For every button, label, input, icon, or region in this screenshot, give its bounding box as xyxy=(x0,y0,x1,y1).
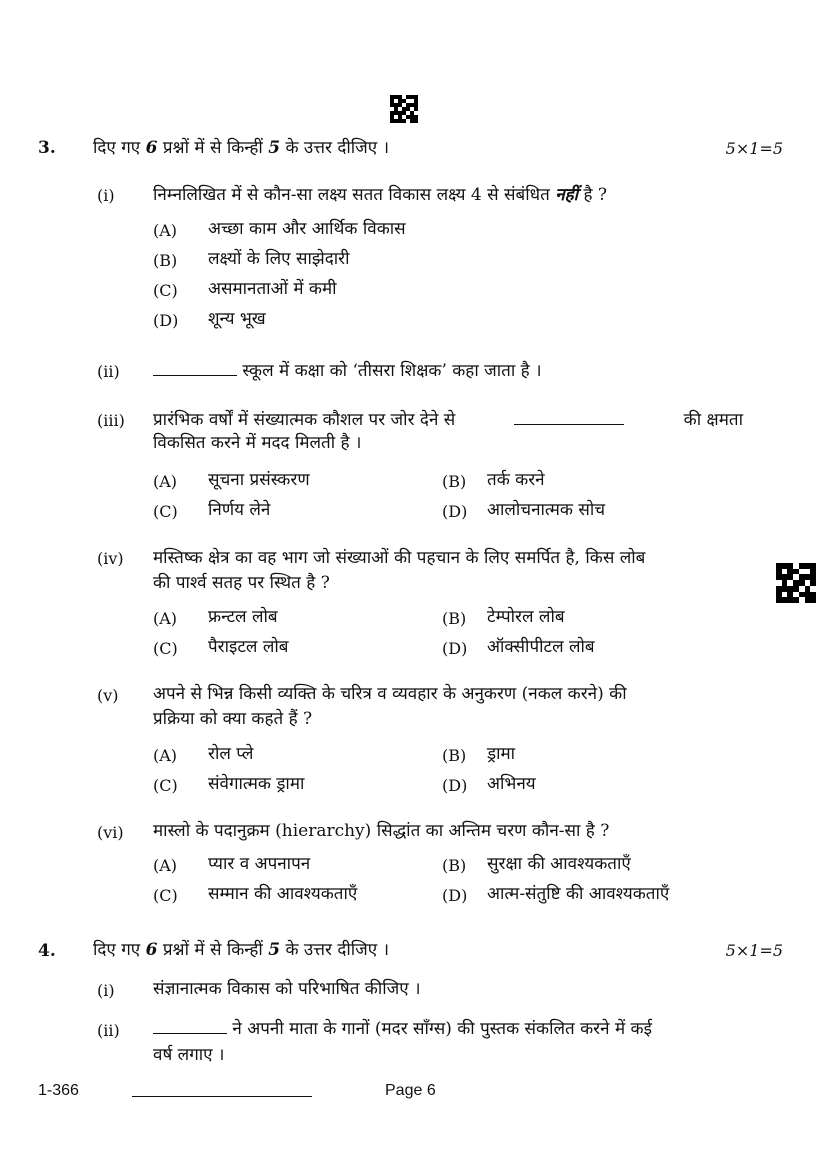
option-text: अच्छा काम और आर्थिक विकास xyxy=(208,219,406,239)
option-text: आत्म-संतुष्टि की आवश्यकताएँ xyxy=(487,884,670,904)
option-text: ऑक्सीपीटल लोब xyxy=(487,637,595,657)
footer-divider xyxy=(132,1096,312,1097)
option-letter: (A) xyxy=(153,472,178,491)
option-text: शून्य भूख xyxy=(208,309,266,329)
option-text: टेम्पोरल लोब xyxy=(487,607,565,627)
option-letter: (C) xyxy=(153,639,178,658)
option-text: फ्रन्टल लोब xyxy=(208,607,278,627)
option-letter: (C) xyxy=(153,776,178,795)
subquestion-text: ने अपनी माता के गानों (मदर साँग्स) की पुस्तक संकलित करने में कई xyxy=(153,1018,652,1040)
subquestion-text-line2: प्रक्रिया को क्या कहते हैं ? xyxy=(153,709,313,729)
option-letter: (D) xyxy=(442,886,468,905)
option-letter: (B) xyxy=(442,609,467,628)
subquestion-text: संज्ञानात्मक विकास को परिभाषित कीजिए । xyxy=(153,979,421,999)
subquestion-label: (iv) xyxy=(97,549,124,568)
subquestion-label: (vi) xyxy=(97,823,124,842)
option-text: रोल प्ले xyxy=(208,744,254,764)
option-text: असमानताओं में कमी xyxy=(208,279,337,299)
question-instruction: दिए गए 6 प्रश्नों में से किन्हीं 5 के उत्तर दीजिए । xyxy=(93,138,390,158)
option-letter: (D) xyxy=(442,502,468,521)
subquestion-text-line2: विकसित करने में मदद मिलती है । xyxy=(153,433,362,453)
option-text: निर्णय लेने xyxy=(208,500,271,520)
option-text: सम्मान की आवश्यकताएँ xyxy=(208,884,358,904)
question-number: 3. xyxy=(38,138,56,158)
option-text: ड्रामा xyxy=(487,744,516,764)
option-letter: (C) xyxy=(153,886,178,905)
subquestion-text: स्कूल में कक्षा को ‘तीसरा शिक्षक’ कहा जाता है । xyxy=(153,360,542,382)
option-letter: (D) xyxy=(442,639,468,658)
option-letter: (D) xyxy=(153,311,179,330)
option-letter: (A) xyxy=(153,856,178,875)
option-letter: (B) xyxy=(442,472,467,491)
paper-code: 1-366 xyxy=(38,1082,79,1099)
marks-label: 5×1=5 xyxy=(725,941,783,960)
option-letter: (B) xyxy=(442,746,467,765)
subquestion-label: (v) xyxy=(97,686,119,705)
option-text: आलोचनात्मक सोच xyxy=(487,500,606,520)
option-letter: (D) xyxy=(442,776,468,795)
subquestion-text-line2: की पार्श्व सतह पर स्थित है ? xyxy=(153,573,330,593)
question-number: 4. xyxy=(38,941,56,961)
page-number: Page 6 xyxy=(385,1082,436,1099)
option-text: सूचना प्रसंस्करण xyxy=(208,470,310,490)
option-text: अभिनय xyxy=(487,774,536,794)
subquestion-text-line2: वर्ष लगाए । xyxy=(153,1045,225,1065)
subquestion-text: अपने से भिन्न किसी व्यक्ति के चरित्र व व्यवहार के अनुकरण (नकल करने) की xyxy=(153,684,627,704)
subquestion-label: (ii) xyxy=(97,1021,120,1040)
subquestion-text: मास्लो के पदानुक्रम (hierarchy) सिद्धांत का अन्तिम चरण कौन-सा है ? xyxy=(153,821,610,841)
option-letter: (A) xyxy=(153,746,178,765)
marks-label: 5×1=5 xyxy=(725,139,783,158)
option-text: तर्क करने xyxy=(487,470,545,490)
option-text: लक्ष्यों के लिए साझेदारी xyxy=(208,249,350,269)
option-letter: (B) xyxy=(442,856,467,875)
option-text: सुरक्षा की आवश्यकताएँ xyxy=(487,854,631,874)
answer-blank xyxy=(153,1019,227,1034)
subquestion-text: मस्तिष्क क्षेत्र का वह भाग जो संख्याओं की पहचान के लिए समर्पित है, किस लोब xyxy=(153,548,646,568)
subquestion-label: (i) xyxy=(97,981,115,1000)
qr-code-icon xyxy=(776,563,816,603)
option-letter: (B) xyxy=(153,251,178,270)
option-letter: (A) xyxy=(153,609,178,628)
option-letter: (C) xyxy=(153,281,178,300)
subquestion-label: (i) xyxy=(97,186,115,205)
option-letter: (C) xyxy=(153,502,178,521)
subquestion-label: (ii) xyxy=(97,362,120,381)
option-text: प्यार व अपनापन xyxy=(208,854,311,874)
answer-blank xyxy=(514,410,624,425)
qr-code-icon xyxy=(390,95,418,123)
answer-blank xyxy=(153,361,237,376)
subquestion-text: प्रारंभिक वर्षों में संख्यात्मक कौशल पर जोर देने से की क्षमता xyxy=(153,410,743,430)
option-text: पैराइटल लोब xyxy=(208,637,289,657)
option-letter: (A) xyxy=(153,221,178,240)
subquestion-label: (iii) xyxy=(97,411,125,430)
question-instruction: दिए गए 6 प्रश्नों में से किन्हीं 5 के उत्तर दीजिए । xyxy=(93,940,390,960)
subquestion-text: निम्नलिखित में से कौन-सा लक्ष्य सतत विकास लक्ष्य 4 से संबंधित नहीं है ? xyxy=(153,185,608,205)
option-text: संवेगात्मक ड्रामा xyxy=(208,774,305,794)
